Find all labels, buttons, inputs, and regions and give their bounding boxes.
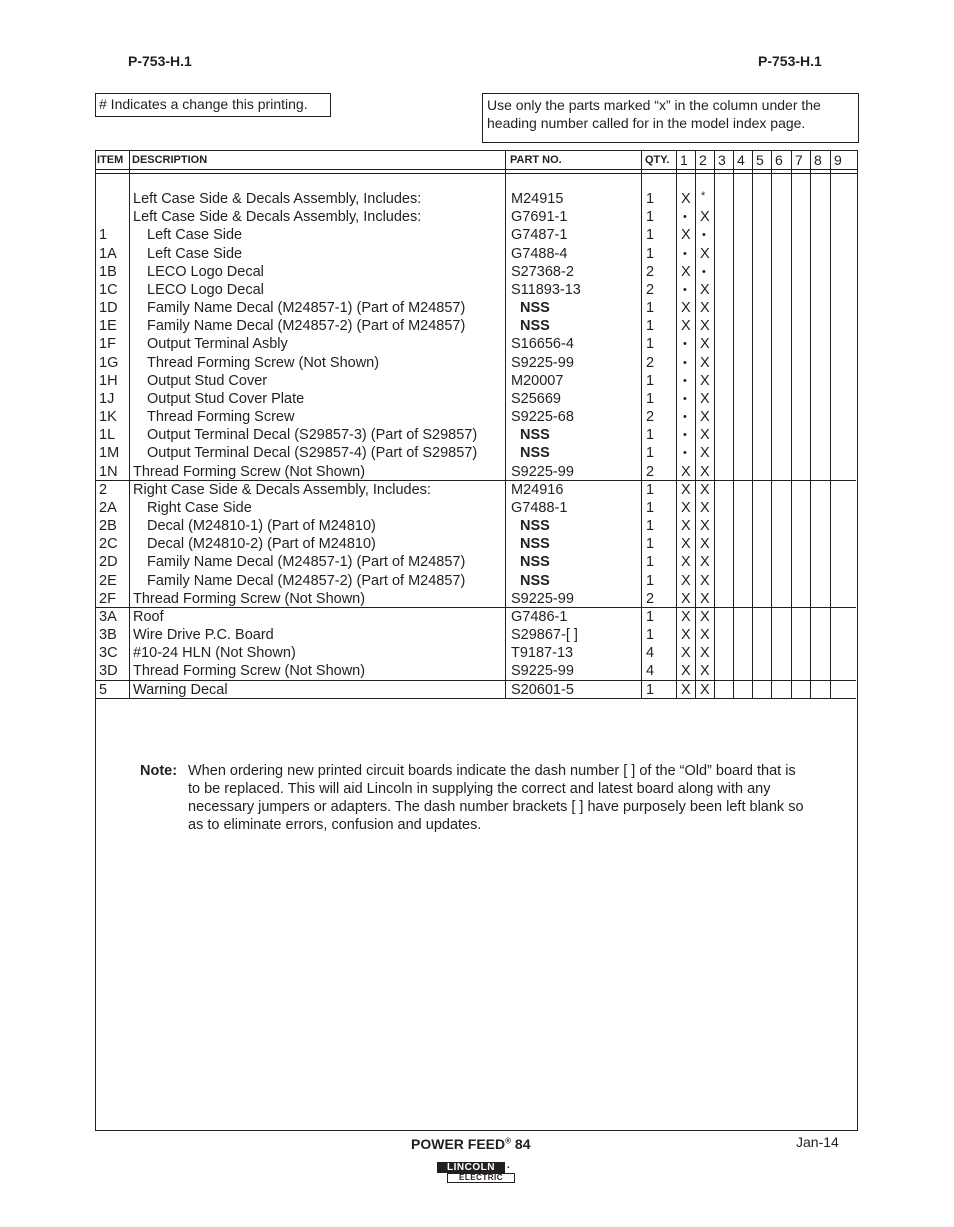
row-part-number: M24915 (511, 191, 564, 207)
row-model-1-mark: X (681, 591, 691, 607)
row-quantity: 1 (646, 518, 655, 534)
row-item-number: 1F (99, 336, 116, 352)
row-model-2-mark: X (700, 209, 710, 225)
row-model-2-mark: X (700, 518, 710, 534)
row-model-1-mark: • (683, 393, 687, 405)
change-notice: # Indicates a change this printing. (95, 93, 331, 117)
row-quantity: 4 (646, 663, 655, 679)
row-model-1-mark: • (683, 429, 687, 441)
row-part-number: NSS (520, 318, 550, 334)
row-model-2-mark: X (700, 318, 710, 334)
frame-right-border (857, 150, 858, 1131)
row-description: Family Name Decal (M24857-1) (Part of M24857) (147, 554, 466, 570)
row-model-1-mark: X (681, 645, 691, 661)
col-header-part-no: PART NO. (510, 154, 562, 166)
row-item-number: 1N (99, 464, 118, 480)
row-description: Thread Forming Screw (Not Shown) (133, 591, 366, 607)
row-model-2-mark: X (700, 300, 710, 316)
row-quantity: 1 (646, 682, 655, 698)
col-rule-m1 (695, 150, 696, 699)
row-item-number: 1 (99, 227, 108, 243)
row-quantity: 1 (646, 536, 655, 552)
row-quantity: 1 (646, 573, 655, 589)
row-description: Left Case Side (147, 246, 243, 262)
row-part-number: S29867-[ ] (511, 627, 578, 643)
col-rule-m3 (733, 150, 734, 699)
row-part-number: NSS (520, 554, 550, 570)
row-model-1-mark: • (683, 447, 687, 459)
row-item-number: 2B (99, 518, 117, 534)
row-description: #10-24 HLN (Not Shown) (133, 645, 296, 661)
row-model-1-mark: • (683, 411, 687, 423)
row-model-1-mark: X (681, 663, 691, 679)
row-model-2-mark: X (700, 554, 710, 570)
parts-notice: Use only the parts marked “x” in the column under the heading number called for in the model index page. (482, 93, 859, 143)
row-item-number: 3D (99, 663, 118, 679)
row-description: Output Terminal Decal (S29857-4) (Part of S29857) (147, 445, 478, 461)
row-item-number: 1H (99, 373, 118, 389)
row-model-2-mark: X (700, 282, 710, 298)
col-header-model-1: 1 (680, 152, 688, 168)
row-model-2-mark: X (700, 409, 710, 425)
row-model-1-mark: X (681, 318, 691, 334)
row-model-2-mark: • (702, 229, 706, 241)
row-model-1-mark: X (681, 609, 691, 625)
row-quantity: 1 (646, 482, 655, 498)
col-header-model-8: 8 (814, 152, 822, 168)
row-part-number: M24916 (511, 482, 564, 498)
row-model-1-mark: X (681, 464, 691, 480)
row-model-1-mark: • (683, 357, 687, 369)
row-part-number: M20007 (511, 373, 564, 389)
row-description: Family Name Decal (M24857-1) (Part of M24857) (147, 300, 466, 316)
row-model-1-mark: X (681, 482, 691, 498)
row-item-number: 2 (99, 482, 108, 498)
row-quantity: 1 (646, 554, 655, 570)
row-model-1-mark: • (683, 338, 687, 350)
note-text: When ordering new printed circuit boards indicate the dash number [ ] of the “Old” board that is to be replaced. This will aid Lincoln in supplying the correct and latest board along with any necessary jumpers or adapters. The dash number brackets [ ] have purposely been left blank so as to eliminate errors, confusion and updates. (188, 763, 804, 833)
row-model-2-mark: X (700, 464, 710, 480)
footer-product-name: POWER FEED (411, 1136, 506, 1152)
page-code-right: P-753-H.1 (758, 53, 822, 69)
row-model-1-mark: X (681, 536, 691, 552)
row-description: Thread Forming Screw (Not Shown) (147, 355, 380, 371)
row-quantity: 1 (646, 427, 655, 443)
row-model-2-mark: X (700, 627, 710, 643)
row-quantity: 1 (646, 500, 655, 516)
row-model-2-mark: X (700, 682, 710, 698)
row-item-number: 3B (99, 627, 117, 643)
col-header-model-5: 5 (756, 152, 764, 168)
row-description: Left Case Side (147, 227, 243, 243)
col-rule-part (641, 150, 642, 699)
col-header-model-2: 2 (699, 152, 707, 168)
col-header-item: ITEM (97, 154, 124, 166)
row-model-1-mark: • (683, 248, 687, 260)
row-quantity: 1 (646, 209, 655, 225)
frame-left-border (95, 150, 96, 1131)
row-description: Wire Drive P.C. Board (133, 627, 274, 643)
row-item-number: 1K (99, 409, 117, 425)
row-part-number: S9225-99 (511, 464, 574, 480)
row-item-number: 1A (99, 246, 117, 262)
row-quantity: 2 (646, 264, 655, 280)
row-quantity: 2 (646, 464, 655, 480)
logo-top-text: LINCOLN (437, 1162, 505, 1173)
row-description: Output Terminal Asbly (147, 336, 288, 352)
row-model-2-mark: • (702, 266, 706, 278)
row-quantity: 2 (646, 591, 655, 607)
row-model-2-mark: X (700, 336, 710, 352)
row-item-number: 2C (99, 536, 118, 552)
table-header-rule-2 (95, 173, 858, 174)
row-item-number: 1D (99, 300, 118, 316)
row-item-number: 3C (99, 645, 118, 661)
row-quantity: 1 (646, 445, 655, 461)
row-model-1-mark: X (681, 554, 691, 570)
row-model-1-mark: X (681, 500, 691, 516)
col-rule-m6 (791, 150, 792, 699)
row-part-number: NSS (520, 300, 550, 316)
col-rule-description (505, 150, 506, 699)
row-model-2-mark: X (700, 373, 710, 389)
row-description: Warning Decal (133, 682, 228, 698)
row-quantity: 1 (646, 246, 655, 262)
footer-product-model: 84 (511, 1136, 531, 1152)
row-model-2-mark: X (700, 591, 710, 607)
col-rule-m5 (771, 150, 772, 699)
row-item-number: 2F (99, 591, 116, 607)
row-model-1-mark: X (681, 627, 691, 643)
row-model-2-mark: X (700, 355, 710, 371)
row-item-number: 3A (99, 609, 117, 625)
row-model-1-mark: X (681, 518, 691, 534)
row-model-2-mark: X (700, 246, 710, 262)
row-item-number: 1E (99, 318, 117, 334)
row-part-number: S16656-4 (511, 336, 574, 352)
row-model-2-mark: X (700, 573, 710, 589)
row-part-number: NSS (520, 573, 550, 589)
row-model-2-mark: X (700, 482, 710, 498)
row-quantity: 2 (646, 355, 655, 371)
row-part-number: S20601-5 (511, 682, 574, 698)
col-header-model-9: 9 (834, 152, 842, 168)
row-model-1-mark: • (683, 211, 687, 223)
row-item-number: 1M (99, 445, 120, 461)
row-item-number: 1G (99, 355, 119, 371)
row-description: Right Case Side (147, 500, 252, 516)
row-model-2-mark: X (700, 445, 710, 461)
row-model-2-mark: X (700, 645, 710, 661)
footer-date: Jan-14 (796, 1134, 839, 1150)
row-part-number: S9225-99 (511, 591, 574, 607)
row-part-number: G7486-1 (511, 609, 568, 625)
row-description: LECO Logo Decal (147, 264, 264, 280)
col-rule-m8 (830, 150, 831, 699)
row-quantity: 1 (646, 191, 655, 207)
row-model-1-mark: X (681, 300, 691, 316)
col-rule-item (129, 150, 130, 699)
row-model-1-mark: X (681, 682, 691, 698)
row-quantity: 1 (646, 391, 655, 407)
row-part-number: S9225-99 (511, 663, 574, 679)
logo-dot: . (507, 1160, 510, 1171)
row-quantity: 1 (646, 300, 655, 316)
row-quantity: 1 (646, 373, 655, 389)
row-model-1-mark: • (683, 375, 687, 387)
row-description: Decal (M24810-1) (Part of M24810) (147, 518, 376, 534)
row-part-number: G7488-4 (511, 246, 568, 262)
row-description: Thread Forming Screw (Not Shown) (133, 663, 366, 679)
col-header-description: DESCRIPTION (132, 154, 208, 166)
registered-mark: ® (505, 1136, 512, 1146)
row-item-number: 2A (99, 500, 117, 516)
row-description: Output Terminal Decal (S29857-3) (Part of S29857) (147, 427, 478, 443)
row-item-number: 1B (99, 264, 117, 280)
logo-bottom-text: ELECTRIC (447, 1173, 515, 1183)
col-rule-m2 (714, 150, 715, 699)
row-model-2-mark: X (700, 609, 710, 625)
footer-product (411, 1136, 531, 1152)
row-model-1-mark: X (681, 227, 691, 243)
row-part-number: NSS (520, 445, 550, 461)
row-part-number: S25669 (511, 391, 561, 407)
table-header-rule (95, 169, 858, 170)
row-quantity: 1 (646, 227, 655, 243)
row-part-number: S11893-13 (511, 282, 581, 298)
row-part-number: T9187-13 (511, 645, 574, 661)
row-model-2-mark: X (700, 427, 710, 443)
row-quantity: 1 (646, 318, 655, 334)
row-model-1-mark: X (681, 264, 691, 280)
row-item-number: 1J (99, 391, 115, 407)
row-description: Left Case Side & Decals Assembly, Includes: (133, 209, 422, 225)
row-item-number: 2D (99, 554, 118, 570)
row-description: Right Case Side & Decals Assembly, Includes: (133, 482, 431, 498)
row-description: Thread Forming Screw (147, 409, 295, 425)
row-description: Thread Forming Screw (Not Shown) (133, 464, 366, 480)
row-item-number: 1C (99, 282, 118, 298)
row-part-number: NSS (520, 427, 550, 443)
row-part-number: G7487-1 (511, 227, 568, 243)
row-part-number: S9225-99 (511, 355, 574, 371)
row-model-2-mark: X (700, 663, 710, 679)
row-description: Family Name Decal (M24857-2) (Part of M24857) (147, 573, 466, 589)
col-header-model-4: 4 (737, 152, 745, 168)
row-model-1-mark: X (681, 573, 691, 589)
col-rule-qty (676, 150, 677, 699)
col-header-model-7: 7 (795, 152, 803, 168)
row-quantity: 1 (646, 627, 655, 643)
row-quantity: 4 (646, 645, 655, 661)
row-description: LECO Logo Decal (147, 282, 264, 298)
row-part-number: S9225-68 (511, 409, 574, 425)
row-part-number: NSS (520, 536, 550, 552)
row-description: Left Case Side & Decals Assembly, Includes: (133, 191, 422, 207)
row-part-number: G7691-1 (511, 209, 568, 225)
col-header-qty: QTY. (645, 154, 670, 166)
row-quantity: 2 (646, 282, 655, 298)
row-item-number: 1L (99, 427, 116, 443)
row-item-number: 5 (99, 682, 108, 698)
col-header-model-3: 3 (718, 152, 726, 168)
row-part-number: S27368-2 (511, 264, 574, 280)
row-description: Output Stud Cover (147, 373, 268, 389)
row-description: Decal (M24810-2) (Part of M24810) (147, 536, 376, 552)
row-description: Output Stud Cover Plate (147, 391, 305, 407)
row-model-2-mark: X (700, 391, 710, 407)
lincoln-electric-logo (437, 1162, 515, 1184)
frame-bottom-border (95, 1130, 858, 1131)
col-rule-m4 (752, 150, 753, 699)
row-quantity: 1 (646, 609, 655, 625)
row-description: Family Name Decal (M24857-2) (Part of M24857) (147, 318, 466, 334)
row-model-2-mark: * (701, 190, 706, 202)
row-model-1-mark: • (683, 284, 687, 296)
col-header-model-6: 6 (775, 152, 783, 168)
row-description: Roof (133, 609, 164, 625)
note-label: Note: (140, 763, 178, 779)
row-item-number: 2E (99, 573, 117, 589)
row-quantity: 1 (646, 336, 655, 352)
col-rule-m7 (810, 150, 811, 699)
row-model-2-mark: X (700, 500, 710, 516)
row-part-number: G7488-1 (511, 500, 568, 516)
row-quantity: 2 (646, 409, 655, 425)
row-part-number: NSS (520, 518, 550, 534)
page-code-left: P-753-H.1 (128, 53, 192, 69)
row-model-1-mark: X (681, 191, 691, 207)
row-model-2-mark: X (700, 536, 710, 552)
